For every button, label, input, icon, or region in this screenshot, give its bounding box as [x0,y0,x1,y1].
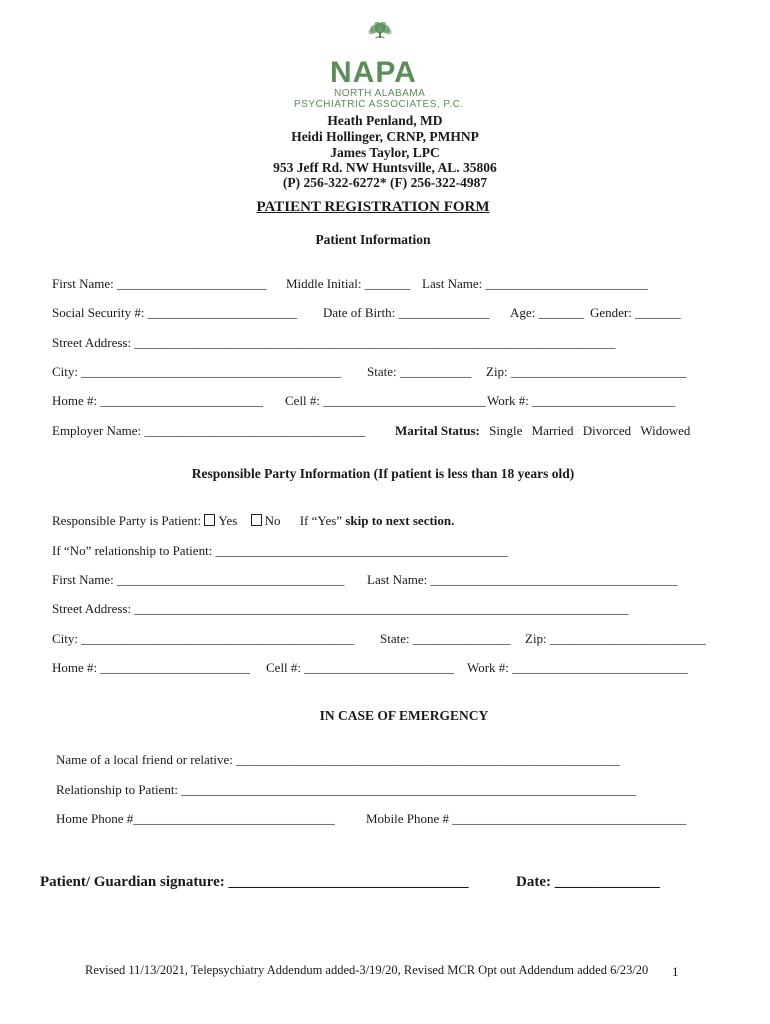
marital-status-label: Marital Status: [395,423,480,438]
last-name-field[interactable]: Last Name: _________________________ [422,276,649,291]
logo-name: NAPA [330,56,417,89]
revision-note: Revised 11/13/2021, Telepsychiatry Addendum added-3/19/20, Revised MCR Opt out Addendum added 6/23/20 [85,963,649,977]
marital-status [395,423,690,439]
page-number: 1 [672,964,679,979]
responsible-zip-field[interactable]: Zip: ________________________ [525,631,706,646]
cell-phone-field[interactable]: Cell #: _________________________ [285,393,486,408]
work-phone-field[interactable]: Work #: ______________________ [487,393,676,408]
emergency-home-phone-field[interactable]: Home Phone #_______________________________ [56,811,335,826]
responsible-first-name-field[interactable]: First Name: ___________________________________ [52,572,345,587]
home-phone-field[interactable]: Home #: _________________________ [52,393,263,408]
skip-instruction: skip to next section. [345,513,455,528]
emergency-relationship-field[interactable]: Relationship to Patient: ______________________________________________________________________ [56,782,637,797]
if-yes-text: If “Yes” [299,513,343,528]
marital-option-divorced[interactable]: Divorced [582,423,632,438]
responsible-state-field[interactable]: State: _______________ [380,631,511,646]
emergency-heading: IN CASE OF EMERGENCY [319,708,489,723]
emergency-mobile-phone-field[interactable]: Mobile Phone # ____________________________________ [366,811,687,826]
responsible-party-heading: Responsible Party Information (If patient is less than 18 years old) [191,466,575,481]
age-field[interactable]: Age: _______ [510,305,585,320]
responsible-relationship-field[interactable]: If “No” relationship to Patient: _____________________________________________ [52,543,509,558]
clinic-address: 953 Jeff Rd. NW Huntsville, AL. 35806 [273,160,497,175]
yes-label: Yes [218,513,238,528]
clinic-phone: (P) 256-322-6272* (F) 256-322-4987 [282,175,488,190]
marital-option-widowed[interactable]: Widowed [640,423,691,438]
patient-info-heading: Patient Information [315,232,431,247]
street-address-field[interactable]: Street Address: __________________________________________________________________________ [52,335,616,350]
responsible-street-field[interactable]: Street Address: ____________________________________________________________________________ [52,601,629,616]
responsible-is-patient-label: Responsible Party is Patient: [52,513,202,528]
gender-field[interactable]: Gender: _______ [590,305,681,320]
marital-option-single[interactable]: Single [489,423,523,438]
no-checkbox[interactable] [251,514,262,526]
signature-date-field[interactable]: Date: ______________ [516,874,660,890]
responsible-cell-phone-field[interactable]: Cell #: _______________________ [266,660,454,675]
first-name-field[interactable]: First Name: _______________________ [52,276,267,291]
provider-line-3: James Taylor, LPC [330,145,440,160]
responsible-home-phone-field[interactable]: Home #: _______________________ [52,660,250,675]
provider-line-1: Heath Penland, MD [327,113,443,128]
form-title: PATIENT REGISTRATION FORM [256,199,490,215]
no-label: No [264,513,281,528]
middle-initial-field[interactable]: Middle Initial: _______ [286,276,411,291]
dob-field[interactable]: Date of Birth: ______________ [323,305,490,320]
city-field[interactable]: City: ________________________________________ [52,364,342,379]
state-field[interactable]: State: ___________ [367,364,472,379]
logo-subtitle-1: NORTH ALABAMA [334,88,426,99]
zip-field[interactable]: Zip: ___________________________ [486,364,687,379]
yes-checkbox[interactable] [204,514,215,526]
logo-subtitle-2: PSYCHIATRIC ASSOCIATES, P.C. [294,99,464,110]
responsible-city-field[interactable]: City: __________________________________________ [52,631,355,646]
employer-name-field[interactable]: Employer Name: __________________________________ [52,423,366,438]
responsible-last-name-field[interactable]: Last Name: ______________________________________ [367,572,678,587]
ssn-field[interactable]: Social Security #: _______________________ [52,305,298,320]
responsible-work-phone-field[interactable]: Work #: ___________________________ [467,660,688,675]
emergency-contact-name-field[interactable]: Name of a local friend or relative: ___________________________________________________________ [56,752,620,767]
responsible-is-patient-row [52,513,454,529]
signature-field[interactable]: Patient/ Guardian signature: ________________________________ [40,874,469,890]
provider-line-2: Heidi Hollinger, CRNP, PMHNP [291,129,479,144]
marital-option-married[interactable]: Married [531,423,574,438]
